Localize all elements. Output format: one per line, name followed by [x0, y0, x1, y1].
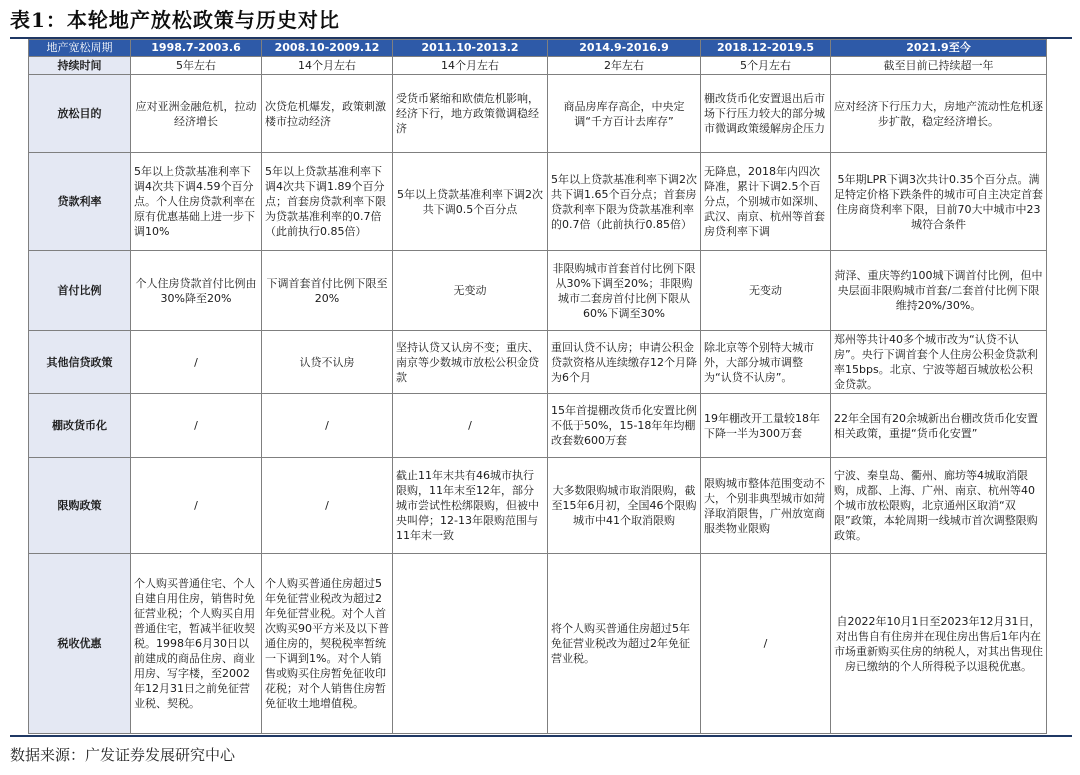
table-cell: 5年以上贷款基准利率下调2次共下调0.5个百分点 [393, 153, 548, 251]
policy-comparison-table [28, 39, 1047, 734]
table-cell: 非限购城市首套首付比例下限从30%下调至20%；非限购城市二套房首付比例下限从60%下调至30% [548, 251, 701, 331]
header-cell: 2008.10-2009.12 [262, 40, 393, 57]
row-label: 棚改货币化 [29, 394, 131, 458]
table-row-loan-rate [29, 153, 1047, 251]
table-cell: 5年以上贷款基准利率下调4次共下调1.89个百分点；首套房贷款利率下限为贷款基准利率的0.7倍（此前执行0.85倍） [262, 153, 393, 251]
table-row-other-credit [29, 331, 1047, 394]
table-cell: 宁波、秦皇岛、衢州、廊坊等4城取消限购，成都、上海、广州、南京、杭州等40个城市放松限购，北京通州区取消“双限”政策，本轮周期一线城市首次调整限购政策。 [831, 458, 1047, 554]
table-cell: 下调首套首付比例下限至20% [262, 251, 393, 331]
header-row [29, 40, 1047, 57]
table-cell: 2年左右 [548, 57, 701, 75]
table-cell [393, 554, 548, 734]
header-cell: 2021.9至今 [831, 40, 1047, 57]
header-cell: 2018.12-2019.5 [701, 40, 831, 57]
table-cell: 次贷危机爆发，政策刺激楼市拉动经济 [262, 75, 393, 153]
table-cell: 无变动 [701, 251, 831, 331]
table-cell: 5年以上贷款基准利率下调2次共下调1.65个百分点；首套房贷款利率下限为贷款基准利率的0.7倍（此前执行0.85倍） [548, 153, 701, 251]
table-cell: 坚持认贷又认房不变；重庆、南京等少数城市放松公积金贷款 [393, 331, 548, 394]
table-cell: 个人住房贷款首付比例由30%降至20% [131, 251, 262, 331]
table-cell: 自2022年10月1日至2023年12月31日，对出售自有住房并在现住房出售后1年内在市场重新购买住房的纳税人，对其出售现住房已缴纳的个人所得税予以退税优惠。 [831, 554, 1047, 734]
header-cell: 2014.9-2016.9 [548, 40, 701, 57]
table-cell: 截止11年末共有46城市执行限购，11年末至12年，部分城市尝试性松绑限购，但被中央叫停；12-13年限购范围与11年末一致 [393, 458, 548, 554]
table-title: 表1：本轮地产放松政策与历史对比 [10, 8, 340, 32]
table-cell: 无降息，2018年内四次降准，累计下调2.5个百分点，个别城市如深圳、武汉、南京、杭州等首套房贷利率下调 [701, 153, 831, 251]
table-cell: 个人购买普通住宅、个人自建自用住房，销售时免征营业税；个人购买自用普通住宅，暂减半征收契税。1998年6月30日以前建成的商品住房、商业用房、写字楼，至2002年12月31日之前免征营业税、契税。 [131, 554, 262, 734]
table-row-tax [29, 554, 1047, 734]
table-cell: 应对经济下行压力大，房地产流动性危机逐步扩散，稳定经济增长。 [831, 75, 1047, 153]
table-cell: 14个月左右 [262, 57, 393, 75]
header-cell: 地产宽松周期 [29, 40, 131, 57]
table-cell: / [393, 394, 548, 458]
data-source-note: 数据来源：广发证券发展研究中心 [10, 746, 236, 764]
table-cell: 限购城市整体范围变动不大，个别非典型城市如菏泽取消限售，广州放宽商服类物业限购 [701, 458, 831, 554]
table-cell: 无变动 [393, 251, 548, 331]
table-cell: 5年以上贷款基准利率下调4次共下调4.59个百分点。个人住房贷款利率在原有优惠基础上进一步下调10% [131, 153, 262, 251]
table-cell: 大多数限购城市取消限购，截至15年6月初，全国46个限购城市中41个取消限购 [548, 458, 701, 554]
table-cell: 棚改货币化安置退出后市场下行压力较大的部分城市微调政策缓解房企压力 [701, 75, 831, 153]
table-cell: 14个月左右 [393, 57, 548, 75]
table-cell: 个人购买普通住房超过5年免征营业税改为超过2年免征营业税。对个人首次购买90平方米及以下普通住房的，契税税率暂统一下调到1%。对个人销售或购买住房暂免征收印花税；对个人销售住房暂免征收土地增值税。 [262, 554, 393, 734]
row-label: 放松目的 [29, 75, 131, 153]
row-label: 其他信贷政策 [29, 331, 131, 394]
row-label: 税收优惠 [29, 554, 131, 734]
table-cell: 除北京等个别特大城市外，大部分城市调整为“认贷不认房”。 [701, 331, 831, 394]
table-cell: 5个月左右 [701, 57, 831, 75]
table-cell: 5年期LPR下调3次共计0.35个百分点。满足特定价格下跌条件的城市可自主决定首套住房商贷利率下限，目前70大中城市中23城符合条件 [831, 153, 1047, 251]
bottom-divider [10, 735, 1072, 737]
table-row-purchase-limit [29, 458, 1047, 554]
table-row-duration [29, 57, 1047, 75]
header-cell: 2011.10-2013.2 [393, 40, 548, 57]
table-cell: 应对亚洲金融危机，拉动经济增长 [131, 75, 262, 153]
table-cell: 受货币紧缩和欧债危机影响，经济下行，地方政策微调稳经济 [393, 75, 548, 153]
row-label: 持续时间 [29, 57, 131, 75]
table-cell: / [262, 394, 393, 458]
header-cell: 1998.7-2003.6 [131, 40, 262, 57]
table-cell: 重回认贷不认房；申请公积金贷款资格从连续缴存12个月降为6个月 [548, 331, 701, 394]
table-cell: 郑州等共计40多个城市改为“认贷不认房”。央行下调首套个人住房公积金贷款利率15bps。北京、宁波等超百城放松公积金贷款。 [831, 331, 1047, 394]
table-cell: 商品房库存高企，中央定调“千方百计去库存” [548, 75, 701, 153]
table-cell: 19年棚改开工量较18年下降一半为300万套 [701, 394, 831, 458]
row-label: 贷款利率 [29, 153, 131, 251]
table-cell: 15年首提棚改货币化安置比例不低于50%，15-18年年均棚改套数600万套 [548, 394, 701, 458]
table-cell: 认贷不认房 [262, 331, 393, 394]
table-cell: / [131, 394, 262, 458]
table-cell: / [131, 331, 262, 394]
table-row-shantytown [29, 394, 1047, 458]
table-cell: 将个人购买普通住房超过5年免征营业税改为超过2年免征营业税。 [548, 554, 701, 734]
table-cell: 5年左右 [131, 57, 262, 75]
table-cell: / [262, 458, 393, 554]
row-label: 首付比例 [29, 251, 131, 331]
table-row-purpose [29, 75, 1047, 153]
table-row-down-payment [29, 251, 1047, 331]
table-cell: 22年全国有20余城新出台棚改货币化安置相关政策，重提“货币化安置” [831, 394, 1047, 458]
table-cell: / [701, 554, 831, 734]
table-cell: / [131, 458, 262, 554]
table-cell: 截至目前已持续超一年 [831, 57, 1047, 75]
table-cell: 菏泽、重庆等约100城下调首付比例，但中央层面非限购城市首套/二套首付比例下限维持20%/30%。 [831, 251, 1047, 331]
row-label: 限购政策 [29, 458, 131, 554]
